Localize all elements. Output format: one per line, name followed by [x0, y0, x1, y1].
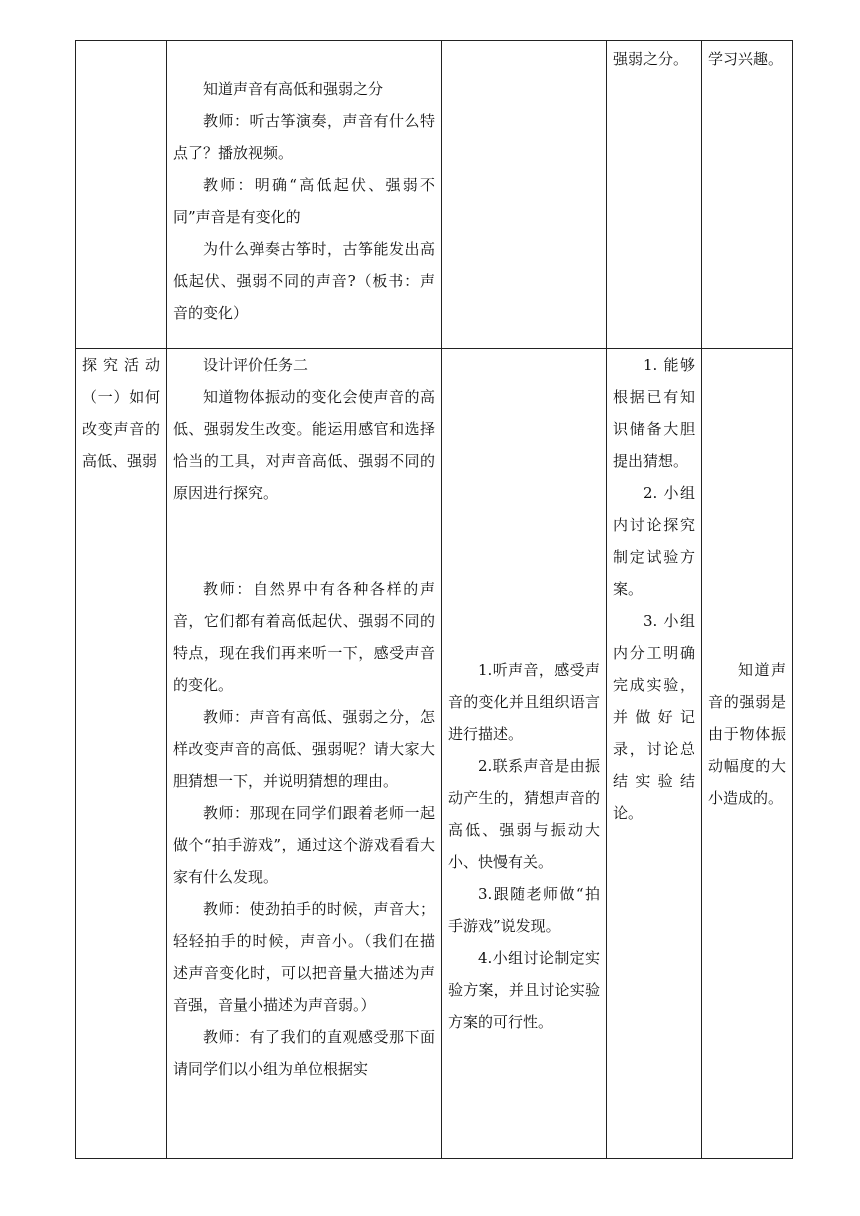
design-intent-cell [702, 41, 793, 349]
paragraph: 4.小组讨论制定实验方案，并且讨论实验方案的可行性。 [448, 949, 600, 1031]
paragraph: 为什么弹奏古筝时，古筝能发出高低起伏、强弱不同的声音?（板书：声音的变化） [173, 240, 435, 322]
student-activity-cell [442, 349, 607, 1159]
paragraph: 1.听声音，感受声音的变化并且组织语言进行描述。 [448, 661, 600, 743]
paragraph: 知道声音的强弱是由于物体振动幅度的大小造成的。 [708, 661, 786, 807]
lesson-plan-table [75, 40, 793, 1159]
paragraph: 教师：听古筝演奏，声音有什么特点了？播放视频。 [173, 112, 435, 162]
paragraph: 2. 小组内讨论探究制定试验方案。 [613, 484, 695, 598]
stage-title: 探究活动（一）如何改变声音的高低、强弱 [82, 356, 160, 470]
paragraph: 强弱之分。 [613, 50, 689, 68]
table-row [76, 41, 793, 349]
paragraph: 知道物体振动的变化会使声音的高低、强弱发生改变。能运用感官和选择恰当的工具，对声音高低、强弱不同的原因进行探究。 [173, 388, 435, 502]
teacher-activity-cell [167, 349, 442, 1159]
paragraph: 学习兴趣。 [708, 50, 784, 68]
paragraph: 3.跟随老师做“拍手游戏”说发现。 [448, 885, 600, 935]
paragraph: 3. 小组内分工明确完成实验，并做好记录，讨论总结实验结论。 [613, 612, 695, 822]
paragraph: 教师：那现在同学们跟着老师一起做个“拍手游戏”，通过这个游戏看看大家有什么发现。 [173, 804, 435, 886]
paragraph: 设计评价任务二 [203, 356, 309, 374]
design-intent-cell [702, 349, 793, 1159]
paragraph: 教师：有了我们的直观感受那下面请同学们以小组为单位根据实 [173, 1028, 435, 1078]
paragraph: 教师：使劲拍手的时候，声音大；轻轻拍手的时候，声音小。（我们在描述声音变化时，可以把音量大描述为声音强，音量小描述为声音弱。） [173, 900, 435, 1014]
stage-cell [76, 349, 167, 1159]
student-activity-cell [442, 41, 607, 349]
paragraph: 教师：明确“高低起伏、强弱不同”声音是有变化的 [173, 176, 435, 226]
assessment-cell [607, 41, 702, 349]
paragraph: 2.联系声音是由振动产生的，猜想声音的高低、强弱与振动大小、快慢有关。 [448, 757, 600, 871]
stage-cell [76, 41, 167, 349]
paragraph: 知道声音有高低和强弱之分 [203, 80, 384, 98]
table-row [76, 349, 793, 1159]
paragraph: 1. 能够根据已有知识储备大胆提出猜想。 [613, 356, 695, 470]
paragraph: 教师：自然界中有各种各样的声音，它们都有着高低起伏、强弱不同的特点，现在我们再来听一下，感受声音的变化。 [173, 580, 435, 694]
paragraph: 教师：声音有高低、强弱之分，怎样改变声音的高低、强弱呢？请大家大胆猜想一下，并说明猜想的理由。 [173, 708, 435, 790]
teacher-activity-cell [167, 41, 442, 349]
assessment-cell [607, 349, 702, 1159]
